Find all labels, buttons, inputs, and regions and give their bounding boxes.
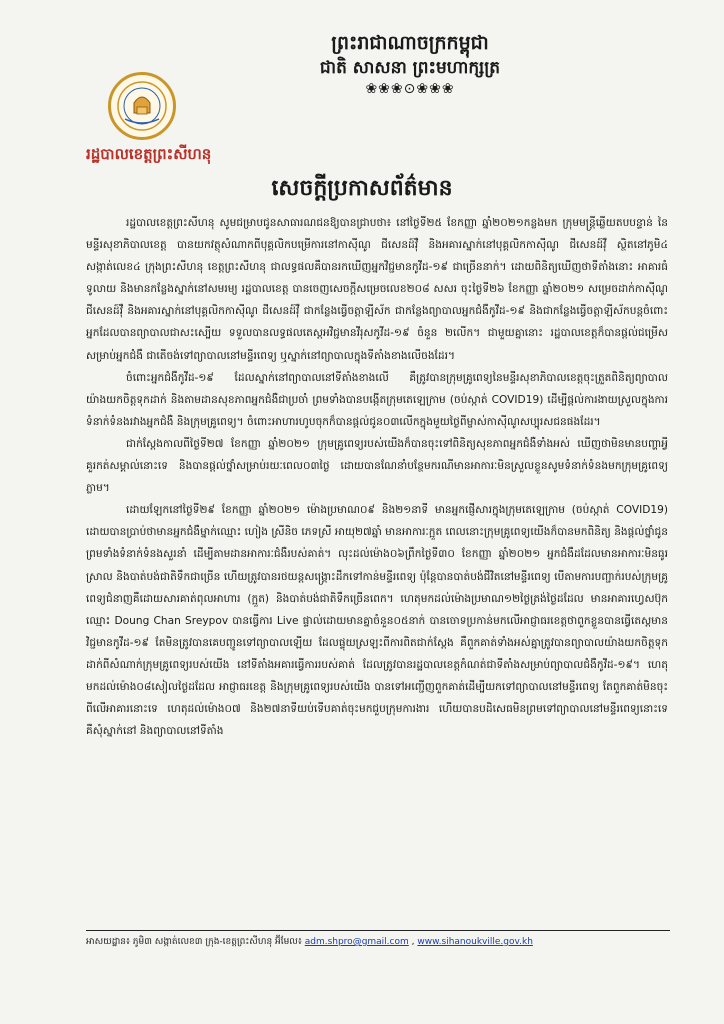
paragraph: រដ្ឋបាលខេត្តព្រះសីហនុ សូមជម្រាបជូនសាធារណជនឱ្យបានជ្រាបថា៖ នៅថ្ងៃទី២៥ ខែកញ្ញា ឆ្នាំ២០២១កន្លងមក ក្រុមមន្ត្រីឆ្លើយតបបន្ទាន់ នៃមន្ទីរសុខាភិបាលខេត្ត បានយកវត្ថុសំណាកពីបុគ្គលិកបម្រើការនៅកាស៊ីណូ ជីសេនដ៍វ៉ឺ និងអគារស្នាក់នៅបុគ្គលិកកាស៊ីណូ ជីសេនដ៍វ៉ឺ ស្ថិតនៅភូមិ៤ សង្កាត់លេខ៤ ក្រុងព្រះសីហនុ ខេត្តព្រះសីហនុ ជាលទ្ធផលគឺបានរកឃើញអ្នកវិជ្ជមានកូវីដ-១៩ ជាច្រើននាក់។ ដោយពិនិត្យឃើញថាទីតាំងនោះ អាគារធំទូលាយ និងមានកន្លែងស្នាក់នៅសមរម្យ រដ្ឋបាលខេត្ត បានចេញសេចក្តីសម្រេចលេខ២០៨ សសរ ចុះថ្ងៃទី២៦ ខែកញ្ញា ឆ្នាំ២០២១ សម្រេចដាក់កាស៊ីណូ ជីសេនដ៍វ៉ឺ និងអគារស្នាក់នៅបុគ្គលិកកាស៊ីណូ ជីសេនដ៍វ៉ឺ ជាកន្លែងធ្វើចត្តាឡីស័ក ជាកន្លែងព្យាបាលអ្នកជំងឺកូវីដ-១៩ និងជាកន្លែងធ្វើចត្តាឡីស័កបន្តចំពោះអ្នកដែលបានព្យាបាលជាសះស្បើយ ទទួលបានលទ្ធផលតេស្តអវិជ្ជមានវីរុសកូវីដ-១៩ ចំនួន ២លើក។ ជាមួយគ្នានោះ រដ្ឋបាលខេត្តក៏បានផ្តល់ជម្រើសសម្រាប់អ្នកជំងឺ ជាតើចង់ទៅព្យាបាលនៅមន្ទីរពេទ្យ ឬស្នាក់នៅព្យាបាលក្នុងទីតាំងខាងលើចងដែរ។ [86,217,668,362]
footer-website-link[interactable]: www.sihanoukville.gov.kh [417,937,533,947]
footer [86,935,670,949]
header-ornament: ❀❀❀⊙❀❀❀ [365,81,455,97]
body-text [86,212,668,918]
national-motto: ជាតិ សាសនា ព្រះមហាក្សត្រ [319,58,501,78]
kingdom-name: ព្រះរាជាណាចក្រកម្ពុជា [331,32,489,54]
provincial-seal-logo [108,72,176,140]
seal-emblem-icon [115,79,169,133]
footer-separator: , [411,937,415,947]
footer-divider [86,930,670,931]
paragraph: ដោយឡែកនៅថ្ងៃទី២៩ ខែកញ្ញា ឆ្នាំ២០២១ ម៉ោងប្រមាណ០៩ និង២១នាទី មានអ្នកផ្ញើសារក្នុងក្រុមតេឡេក្រាម (ចប់ស្កាត់ COVID19) ដោយបានប្រាប់ថាមានអ្នកជំងឺម្នាក់ឈ្មោះ ហៀង ស្រីនិច ភេទស្រី អាយុ២៧ឆ្នាំ មានអាការៈក្អួត ពេលនោះក្រុមគ្រូពេទ្យយើងក៏បានមកពិនិត្យ និងផ្តល់ថ្នាំជូន ព្រមទាំងទំនាក់ទំនងសួរនាំ ដើម្បីតាមដានអាការៈជំងឺរបស់គាត់។ លុះដល់ម៉ោង០៦ព្រឹកថ្ងៃទី៣០ ខែកញ្ញា ឆ្នាំ២០២១ អ្នកជំងឺដដែលមានអាការៈមិនធូរស្រាល និងបាត់បង់ជាតិទឹកជាច្រើន ហើយត្រូវបានរថយន្តសង្គ្រោះដឹកទៅកាន់មន្ទីរពេទ្យ ប៉ុន្តែបានបាត់បង់ជីវិតនៅមន្ទីរពេទ្យ បើតាមការបញ្ជាក់របស់ក្រុមគ្រូពេទ្យជំនាញគឺដោយសារគាត់ពុលអាហារ (ក្អួត) និងបាត់បង់ជាតិទឹកច្រើនពេក។ ហេតុមកដល់ម៉ោងប្រមាណ១២ថ្ងៃត្រង់ថ្ងៃដដែល មានអាគារហ្វេសប៊ុកឈ្មោះ Doung Chan Sreypov បានធ្វើការ Live ផ្ទាល់ដោយមានគ្នាចំនួន០៥នាក់ បានចោទប្រកាន់មកលើអាជ្ញាធរខេត្តថាពួកខ្លួនបានធ្វើតេស្តមានវិជ្ជមានកូវីដ-១៩ តែមិនត្រូវបានគេបញ្ជូនទៅព្យាបាលឡើយ ដែលផ្ទុយស្រឡះពីការពិតជាក់ស្តែង គឺពួកគាត់ទាំងអស់គ្នាត្រូវបានព្យាបាលយ៉ាងយកចិត្តទុកដាក់ពីសំណាក់ក្រុមគ្រូពេទ្យរបស់យើង នៅទីតាំងអគារធ្វើការរបស់គាត់ ដែលត្រូវបានរដ្ឋបាលខេត្តកំណត់ជាទីតាំងសម្រាប់ព្យាបាលជំងឺកូវីដ-១៩។ ហេតុមកដល់ម៉ោង០៨សៀលថ្ងៃដដែល អាជ្ញាធរខេត្ត និងក្រុមគ្រូពេទ្យរបស់យើង បានទៅអញ្ជើញពួកគាត់ដើម្បីយកទៅព្យាបាលនៅមន្ទីរពេទ្យ តែពួកគាត់មិនចុះពីលើអាគារនោះទេ ហេតុដល់ម៉ោង០៧ និង២៧នាទីយប់ទើបគាត់ចុះមកជួបក្រុមការងារ ហើយបានបដិសេធមិនព្រមទៅព្យាបាលនៅមន្ទីរពេទ្យនោះទេ គឺសុំស្នាក់នៅ និងព្យាបាលនៅទីតាំង [86,504,668,738]
national-header [260,30,560,98]
paragraph: ជាក់ស្តែងកាលពីថ្ងៃទី២៧ ខែកញ្ញា ឆ្នាំ២០២១ ក្រុមគ្រូពេទ្យរបស់យើងក៏បានចុះទៅពិនិត្យសុខភាពអ្នកជំងឺទាំងអស់ ឃើញថាមិនមានបញ្ហាអ្វីគួរកត់សម្គាល់នោះទេ និងបានផ្តល់ថ្នាំសម្រាប់រយៈពេល០៣ថ្ងៃ ដោយបានណែនាំបន្ថែមករណីមានអាការៈមិនស្រួលខ្លួនសូមទំនាក់ទំនងមកក្រុមគ្រូពេទ្យភ្លាម។ [86,437,668,495]
footer-address: អាសយដ្ឋាន៖ ភូមិ៣ សង្កាត់លេខ៣ ក្រុង-ខេត្តព្រះសីហនុ អ៊ីមែល៖ [86,937,302,947]
paragraph: ចំពោះអ្នកជំងឺកូវីដ-១៩ ដែលស្នាក់នៅព្យាបាលនៅទីតាំងខាងលើ គឺត្រូវបានក្រុមគ្រូពេទ្យនៃមន្ទីរសុខាភិបាលខេត្តចុះត្រួតពិនិត្យព្យាបាលយ៉ាងយកចិត្តទុកដាក់ និងតាមដានសុខភាពអ្នកជំងឺជាប្រចាំ ព្រមទាំងបានបង្កើតក្រុមតេឡេក្រាម (ចប់ស្កាត់ COVID19) ដើម្បីផ្តល់ការងាយស្រួលក្នុងការទំនាក់ទំនងរវាងអ្នកជំងឺ និងក្រុមគ្រូពេទ្យ។ ចំពោះអាហារហូបចុកក៏បានផ្តល់ជូន០៣លើកក្នុងមួយថ្ងៃពីម្ចាស់កាស៊ីណូសប្បុរសជនផងដែរ។ [86,371,668,428]
footer-email-link[interactable]: adm.shpro@gmail.com [304,937,409,947]
document-title: សេចក្តីប្រកាសព័ត៌មាន [271,176,453,201]
organization-name: រដ្ឋបាលខេត្តព្រះសីហនុ [86,145,212,163]
